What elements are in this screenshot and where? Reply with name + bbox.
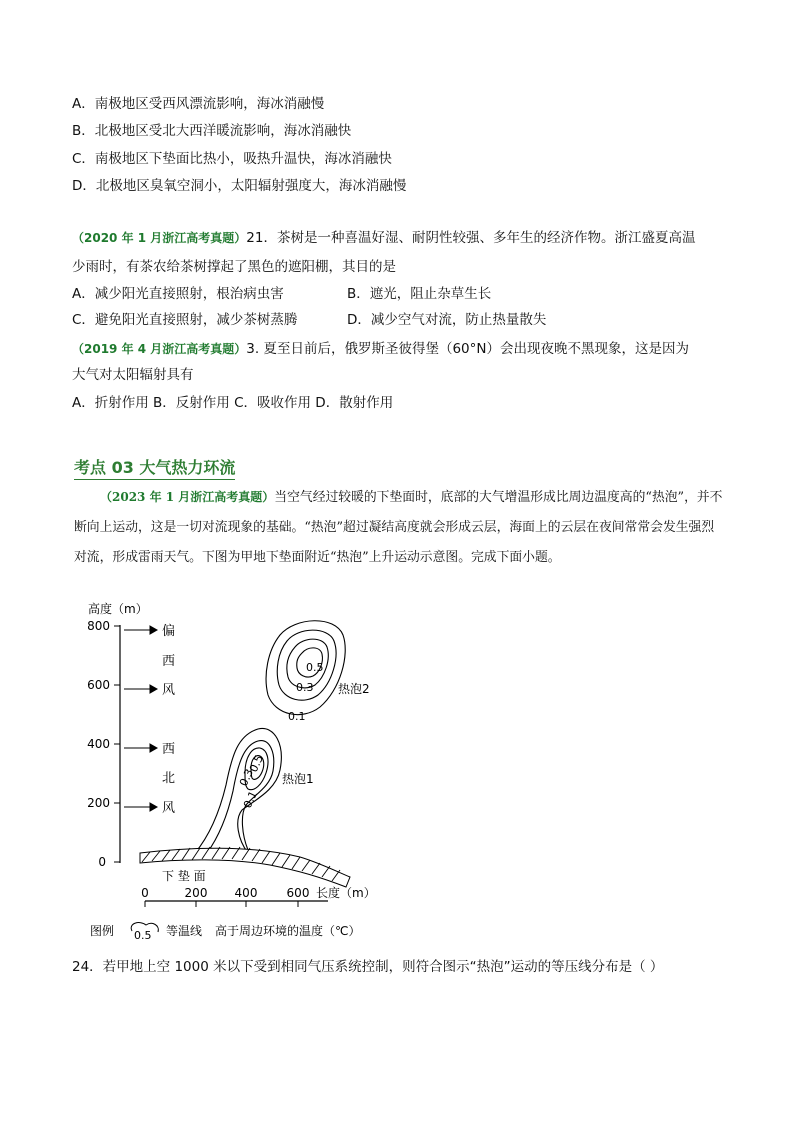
bubble2-label: 热泡2 (338, 682, 370, 696)
wind-lower-1: 西 (162, 742, 176, 757)
q3-source: （2019 年 4 月浙江高考真题） (72, 342, 247, 356)
q21-source: （2020 年 1 月浙江高考真题） (72, 231, 247, 245)
q21-option-d: D．减少空气对流，防止热量散失 (347, 312, 547, 328)
legend-value: 0.5 (134, 929, 152, 942)
bubble2-iso-05: 0.5 (306, 661, 324, 674)
wind-upper-2: 西 (162, 654, 176, 669)
legend-desc: 高于周边环境的温度（℃） (215, 924, 361, 938)
q24-stem: 24．若甲地上空 1000 米以下受到相同气压系统控制，则符合图示“热泡”运动的等压线分布是（ ） (72, 959, 664, 975)
bubble2-iso-01: 0.1 (288, 710, 306, 723)
section-title: 考点 03 大气热力环流 (74, 455, 235, 480)
y-tick-400: 400 (87, 737, 110, 751)
q21-stem-line2: 少雨时，有茶农给茶树撑起了黑色的遮阳棚，其目的是 (72, 259, 396, 275)
wind-upper-3: 风 (162, 683, 176, 698)
option-a: A．南极地区受西风漂流影响，海冰消融慢 (72, 96, 325, 112)
y-tick-800: 800 (87, 619, 110, 633)
bubble1-iso-03: 0.3 (236, 766, 257, 789)
wind-upper-1: 偏 (162, 624, 176, 639)
y-tick-200: 200 (87, 796, 110, 810)
passage-text: 当空气经过较暖的下垫面时，底部的大气增温形成比周边温度高的“热泡”，并不断向上运动，这是一切对流现象的基础。“热泡”超过凝结高度就会形成云层，海面上的云层在夜间常常会发生强烈对流，形成雷雨天气。下图为甲地下垫面附近“热泡”上升运动示意图。完成下面小题。 (74, 490, 723, 565)
y-tick-600: 600 (87, 678, 110, 692)
legend-text: 等温线 (166, 924, 203, 938)
wind-lower-2: 北 (162, 771, 176, 786)
legend-title: 图例 (90, 924, 115, 938)
wind-lower-3: 风 (162, 801, 176, 816)
x-tick-200: 200 (184, 886, 208, 900)
surface-label: 下 垫 面 (162, 869, 206, 883)
x-axis-label: 长度（m） (316, 886, 376, 900)
bubble1-iso-05: 0.5 (246, 752, 267, 775)
q3-stem-line1: （2019 年 4 月浙江高考真题）3. 夏至日前后，俄罗斯圣彼得堡（60°N）会出现夜晚不黑现象，这是因为 (72, 341, 689, 357)
q3-stem-line2: 大气对太阳辐射具有 (72, 367, 194, 383)
x-tick-600: 600 (286, 886, 310, 900)
option-c: C．南极地区下垫面比热小，吸热升温快，海冰消融快 (72, 151, 392, 167)
q21-stem-line1: （2020 年 1 月浙江高考真题）21．茶树是一种喜温好湿、耐阴性较强、多年生的经济作物。浙江盛夏高温 (72, 230, 696, 246)
bubble1-iso-01: 0.1 (240, 788, 261, 811)
y-axis-label: 高度（m） (88, 602, 148, 616)
wind-arrows (124, 626, 157, 811)
q21-option-b: B．遮光，阻止杂草生长 (347, 286, 492, 302)
y-tick-0: 0 (98, 855, 106, 869)
bubble2-iso-03: 0.3 (296, 681, 314, 694)
q21-option-c: C．避免阳光直接照射，减少茶树蒸腾 (72, 312, 298, 328)
q21-option-a: A．减少阳光直接照射，根治病虫害 (72, 286, 284, 302)
q3-options: A．折射作用 B．反射作用 C．吸收作用 D．散射作用 (72, 395, 394, 411)
x-tick-400: 400 (234, 886, 258, 900)
x-tick-0: 0 (141, 886, 149, 900)
bubble1-label: 热泡1 (282, 772, 314, 786)
passage (74, 482, 724, 573)
option-d: D．北极地区臭氧空洞小，太阳辐射强度大，海冰消融慢 (72, 178, 407, 194)
passage-source: （2023 年 1 月浙江高考真题） (100, 490, 275, 504)
bubble1-isotherms (195, 728, 281, 853)
option-b: B．北极地区受北大西洋暖流影响，海冰消融快 (72, 123, 352, 139)
thermal-bubble-figure (70, 595, 390, 950)
